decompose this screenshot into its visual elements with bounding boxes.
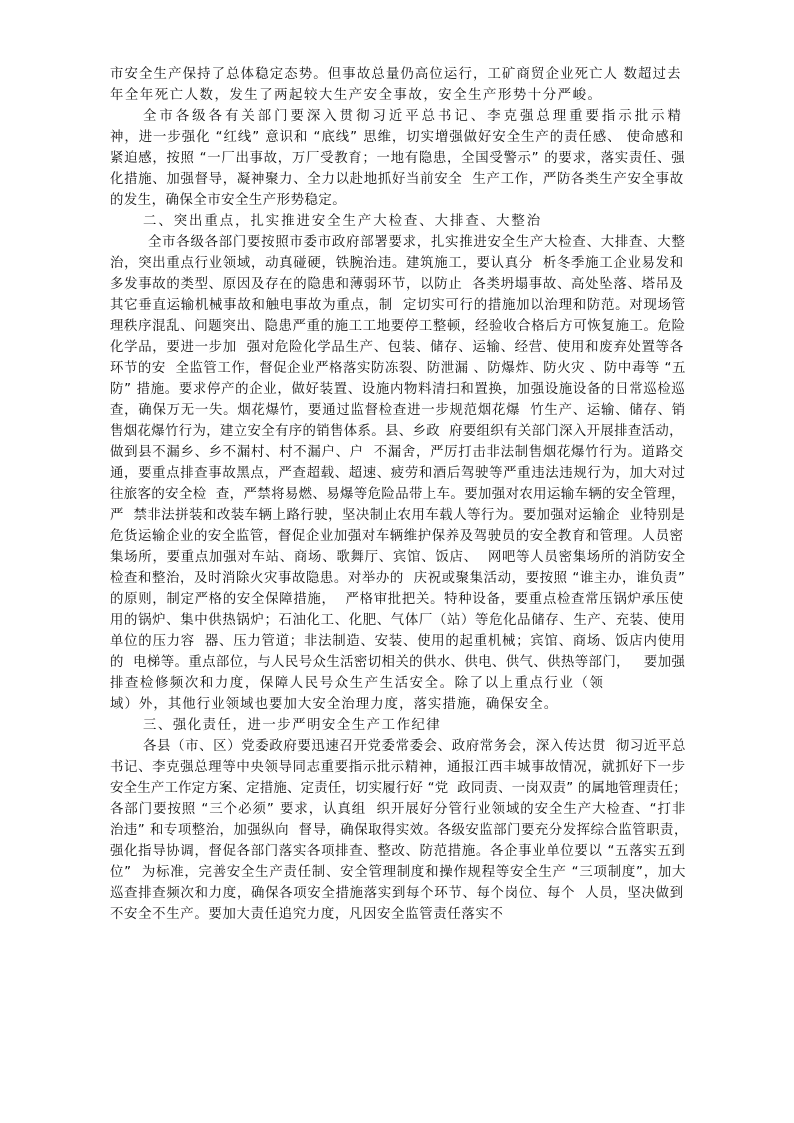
text-line: 多发事故的类型、原因及存在的隐患和薄弱环节，以防止 各类坍塌事故、高处坠落、塔吊及	[110, 277, 684, 292]
text-line: 紧迫感，按照 “一厂出事故，万厂受教育；一地有隐患，全国受警示” 的要求，落实责任、强	[110, 151, 686, 166]
text-line: 查，确保万无一失。烟花爆竹，要通过监督检查进一步规范烟花爆 竹生产、运输、储存、销	[110, 403, 686, 418]
text-line: 严 禁非法拼装和改装车辆上路行驶，坚决制止农用车载人等行为。要加强对运输企 业特别是	[110, 508, 686, 523]
text-line: 单位的压力容 器、压力管道；非法制造、安装、使用的起重机械；宾馆、商场、饭店内使用	[110, 634, 686, 649]
text-line: 环节的安 全监管工作，督促企业严格落实防冻裂、防泄漏 、防爆炸、防火灾 、防中毒等 “五	[110, 361, 687, 376]
text-line: 的原则，制定严格的安全保障措施， 严格审批把关。特种设备，要重点检查常压锅炉承压使	[110, 592, 684, 607]
text-line: 全市各级各有关部门要深入贯彻习近平总书记、李克强总理重要指示批示精	[143, 109, 684, 124]
text-line: 用的锅炉、集中供热锅炉；石油化工、化肥、气体厂（站）等危化品储存、生产、充装、使用	[110, 613, 686, 628]
text-line: 危货运输企业的安全监管，督促企业加强对车辆维护保养及驾驶员的安全教育和管理。人员密	[110, 529, 684, 544]
text-line: 年全年死亡人数，发生了两起较大生产安全事故，安全生产形势十分严峻。	[110, 88, 603, 103]
text-line: 神，进一步强化 “红线” 意识和 “底线” 思维，切实增强做好安全生产的责任感、 使命感和	[110, 130, 685, 145]
text-line: 售烟花爆竹行为，建立安全有序的销售体系。县、乡政 府要组织有关部门深入开展排查活动，	[110, 424, 683, 439]
text-line: 化措施、加强督导，凝神聚力、全力以赴地抓好当前安全 生产工作，严防各类生产安全事故	[110, 172, 684, 187]
text-line: 位” 为标准，完善安全生产责任制、安全管理制度和操作规程等安全生产 “三项制度”，加大	[110, 865, 687, 880]
text-line: 域）外，其他行业领域也要加大安全治理力度，落实措施，确保安全。	[110, 697, 559, 712]
text-line: 市安全生产保持了总体稳定态势。但事故总量仍高位运行，工矿商贸企业死亡人 数超过去	[110, 67, 682, 82]
text-line: 巡查排查频次和力度，确保各项安全措施落实到每个环节、每个岗位、每个 人员，坚决做到	[110, 886, 684, 901]
text-line: 治违” 和专项整治，加强纵向 督导，确保取得实效。各级安监部门要充分发挥综合监管职责，	[110, 823, 688, 838]
text-line: 检查和整治，及时消除火灾事故隐患。对举办的 庆祝或聚集活动，要按照 “谁主办，谁负责”	[110, 571, 686, 586]
text-line: 不安全不生产。要加大责任追究力度，凡因安全监管责任落实不	[110, 907, 504, 922]
section-heading: 三、强化责任，进一步严明安全生产工作纪律	[143, 718, 442, 733]
text-line: 的 电梯等。重点部位，与人民号众生活密切相关的供水、供电、供气、供热等部门， 要加强	[110, 655, 686, 670]
text-line: 安全生产工作定方案、定措施、定责任，切实履行好 “党 政同责、一岗双责” 的属地管理责任；	[110, 781, 687, 796]
text-line: 防” 措施。要求停产的企业，做好装置、设施内物料清扫和置换，加强设施设备的日常巡检巡	[110, 382, 686, 397]
text-line: 化学品，要进一步加 强对危险化学品生产、包装、储存、运输、经营、使用和废弃处置等各	[110, 340, 684, 355]
section-heading: 二、突出重点，扎实推进安全生产大检查、大排查、大整治	[143, 214, 543, 229]
text-line: 强化指导协调，督促各部门落实各项排查、整改、防范措施。各企事业单位要以 “五落实五到	[110, 844, 686, 859]
text-line: 通，要重点排查事故黑点，严查超载、超速、疲劳和酒后驾驶等严重违法违规行为，加大对过	[110, 466, 686, 481]
text-line: 各部门要按照 “三个必须” 要求，认真组 织开展好分管行业领域的安全生产大检查、“打非	[110, 802, 687, 817]
text-line: 集场所，要重点加强对车站、商场、歌舞厅、宾馆、饭店、 网吧等人员密集场所的消防安全	[110, 550, 686, 565]
text-line: 治，突出重点行业领域，动真碰硬，铁腕治违。建筑施工，要认真分 析冬季施工企业易发和	[110, 256, 684, 271]
text-line: 其它垂直运输机械事故和触电事故为重点，制 定切实可行的措施加以治理和防范。对现场管	[110, 298, 686, 313]
text-line: 全市各级各部门要按照市委市政府部署要求，扎实推进安全生产大检查、大排查、大整	[148, 235, 686, 250]
text-line: 书记、李克强总理等中央领导同志重要指示批示精神，通报江西丰城事故情况，就抓好下一步	[110, 760, 686, 775]
text-line: 做到县不漏乡、乡不漏村、村不漏户、户 不漏舍，严厉打击非法制售烟花爆竹行为。道路交	[110, 445, 684, 460]
text-line: 各县（市、区）党委政府要迅速召开党委常委会、政府常务会，深入传达贯 彻习近平总	[143, 739, 686, 754]
text-line: 的发生，确保全市安全生产形势稳定。	[110, 193, 347, 208]
text-line: 排查检修频次和力度，保障人民号众生产生活安全。除了以上重点行业（领	[110, 676, 605, 691]
text-line: 理秩序混乱、问题突出、隐患严重的施工工地要停工整顿，经验收合格后方可恢复施工。危险	[110, 319, 686, 334]
text-line: 往旅客的安全检 查，严禁将易燃、易爆等危险品带上车。要加强对农用运输车辆的安全管理，	[110, 487, 685, 502]
